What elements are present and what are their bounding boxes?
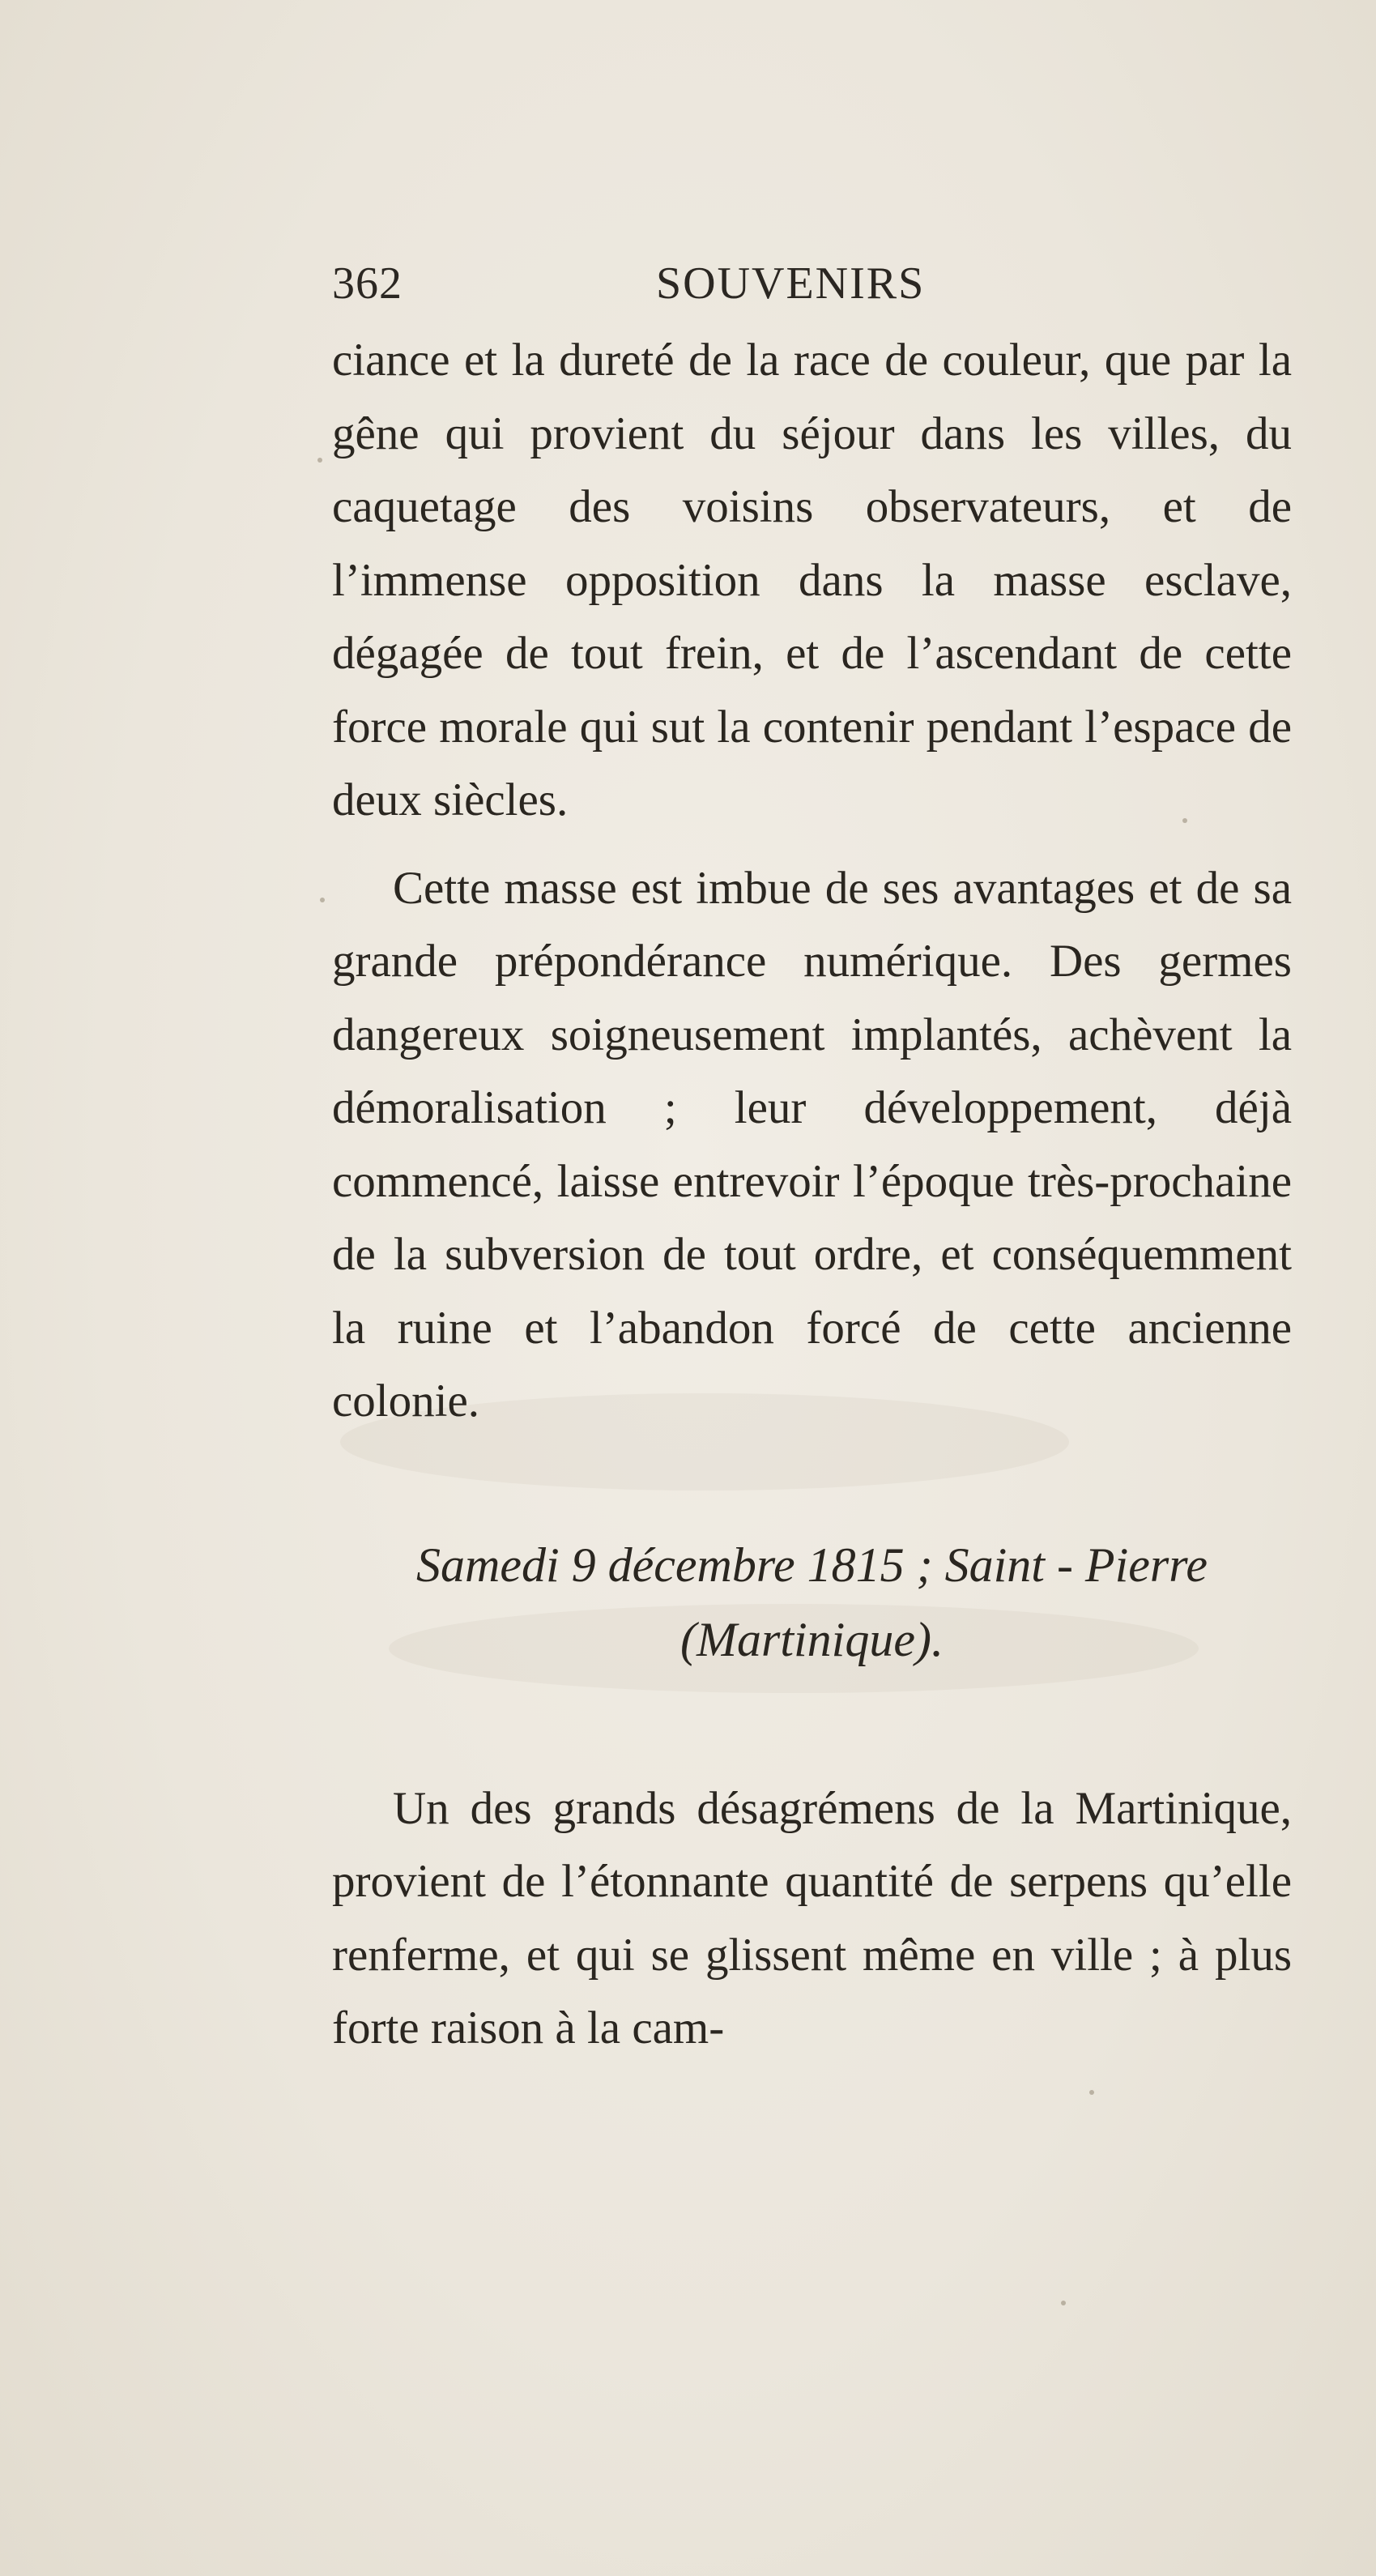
paper-speck xyxy=(317,458,322,463)
paragraph-1: ciance et la dureté de la race de couleur, que par la gêne qui provient du séjour dans les villes, du caquetage des voisins observateurs, et de l’immense opposition dans la masse esclave, dégagée de tout frein, et de l’ascendant de cette force morale qui sut la contenir pendant l’espace de deux siècles. xyxy=(332,335,1292,825)
paper-speck xyxy=(1089,2090,1094,2095)
paper-speck xyxy=(320,898,325,902)
paragraph-3: Un des grands désagrémens de la Martinique, provient de l’étonnante quantité de serpens qu’elle renferme, et qui se glissent même en ville ; à plus forte raison à la cam- xyxy=(332,1782,1292,2054)
dateline-line-2: (Martinique). xyxy=(680,1612,944,1666)
paragraph-2: Cette masse est imbue de ses avantages et de sa grande prépondérance numérique. Des germes dangereux soigneusement implantés, achèvent la démoralisation ; leur développement, déjà commencé, laisse entrevoir l’époque très-prochaine de la subversion de tout ordre, et conséquemment la ruine et l’abandon forcé de cette ancienne colonie. xyxy=(332,862,1292,1427)
paper-speck xyxy=(1061,2301,1066,2305)
running-head xyxy=(332,243,1292,324)
dateline-line-1: Samedi 9 décembre 1815 ; Saint - Pierre xyxy=(416,1537,1208,1592)
text-block xyxy=(332,243,1292,2066)
page-number: 362 xyxy=(332,258,403,309)
dateline xyxy=(332,1528,1292,1677)
running-title: SOUVENIRS xyxy=(656,258,926,309)
